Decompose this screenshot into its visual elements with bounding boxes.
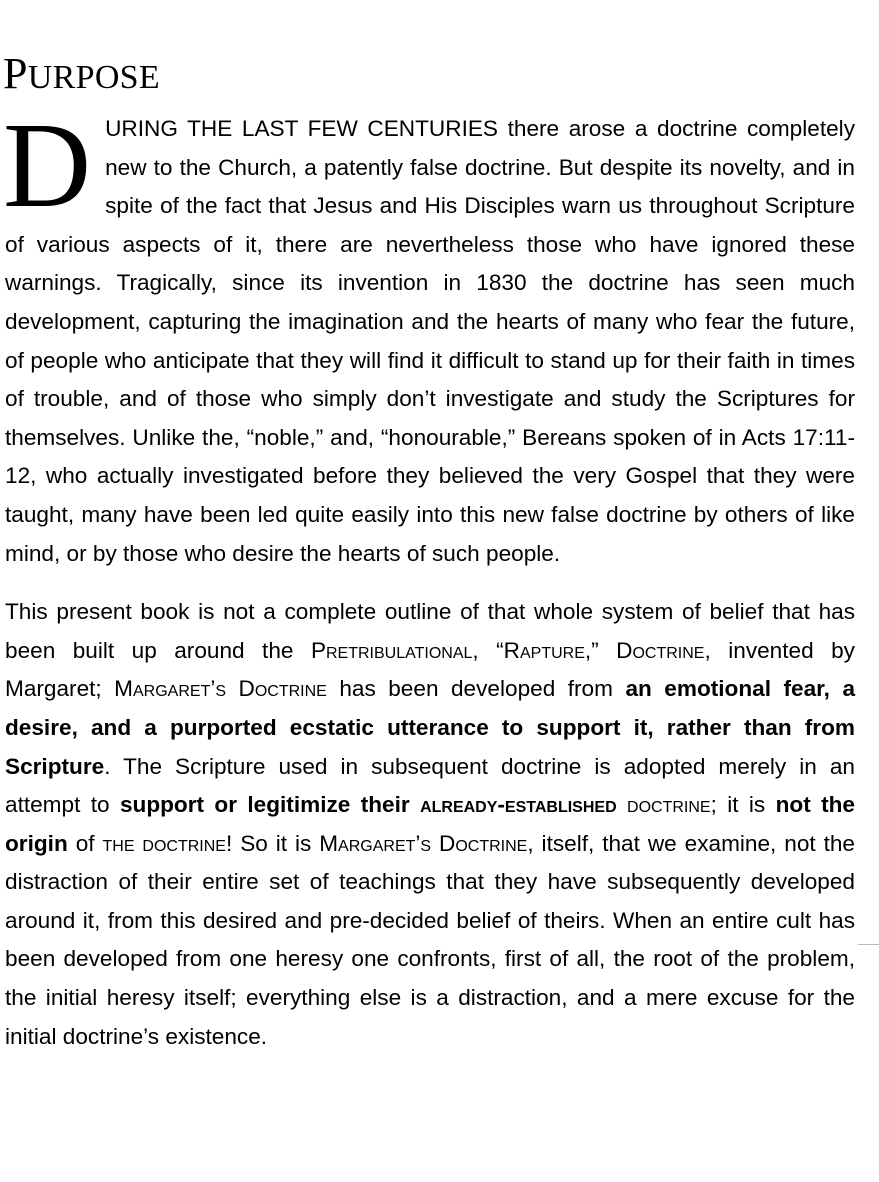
page [5, 44, 855, 1056]
text-run: , invented by Margaret; [5, 637, 855, 702]
bold-run: not the origin [5, 792, 856, 856]
paragraph-intro-text: there arose a doctrine completely new to the Church, a patently false doctrine. But despite its novelty, and in spite of the fact that Jesus and His Disciples warn us throughout Scripture of various aspects of it, there are nevertheless those who have ignored these warnings. Tragically, since its invention in 1830 the doctrine has seen much development, capturing the imagination and the hearts of many who fear the future, of people who anticipate that they will find it difficult to stand up for their faith in times of trouble, and of those who simply don’t investigate and study the Scriptures for themselves. Unlike the, “noble,” and, “honourable,” Bereans spoken of in Acts 17:11-12, who actually investigated before they believed the very Gospel that they were taught, many have been led quite easily into this new false doctrine by others of like mind, or by those who desire the hearts of such people. [5, 116, 855, 566]
smallcaps-run: Margaret’s Doctrine [319, 830, 528, 856]
heading-initial: P [3, 49, 28, 98]
text-run: This present book is not a complete outline of that whole system of belief that has been built up around the [5, 599, 855, 663]
smallcaps-run: the doctrine [102, 830, 226, 856]
text-run: . The Scripture used in subsequent doctrine is adopted merely in an attempt to [5, 753, 855, 818]
text-run: of [67, 830, 103, 856]
section-heading [3, 44, 855, 108]
smallcaps-run: Pretribulational, “Rapture,” Doctrine [310, 637, 705, 663]
heading-rest: URPOSE [27, 59, 160, 96]
text-run: has been developed from [326, 676, 626, 702]
bold-run: support or legitimize their [119, 792, 421, 818]
margin-rule [858, 944, 879, 945]
text-run: ; it is [710, 792, 776, 818]
bold-smallcaps-run: already-established [420, 792, 617, 818]
drop-cap: D [3, 98, 92, 233]
paragraph-purpose [5, 593, 855, 1056]
smallcaps-run: doctrine [616, 792, 711, 818]
smallcaps-run: Margaret’s Doctrine [114, 676, 327, 702]
bold-run: an emotional fear, a desire, and a purported ecstatic utterance to support it, rather than from Scripture [5, 676, 856, 779]
text-run: , itself, that we examine, not the distraction of their entire set of teachings that they have subsequently developed around it, from this desired and pre-decided belief of theirs. When an entire cult has been developed from one heresy one confronts, first of all, the root of the problem, the initial heresy itself; everything else is a distraction, and a mere excuse for the initial doctrine’s existence. [5, 830, 855, 1049]
text-run: ! So it is [225, 830, 320, 856]
lead-in-caps: URING THE LAST FEW CENTURIES [105, 116, 498, 141]
paragraph-intro [3, 98, 855, 573]
